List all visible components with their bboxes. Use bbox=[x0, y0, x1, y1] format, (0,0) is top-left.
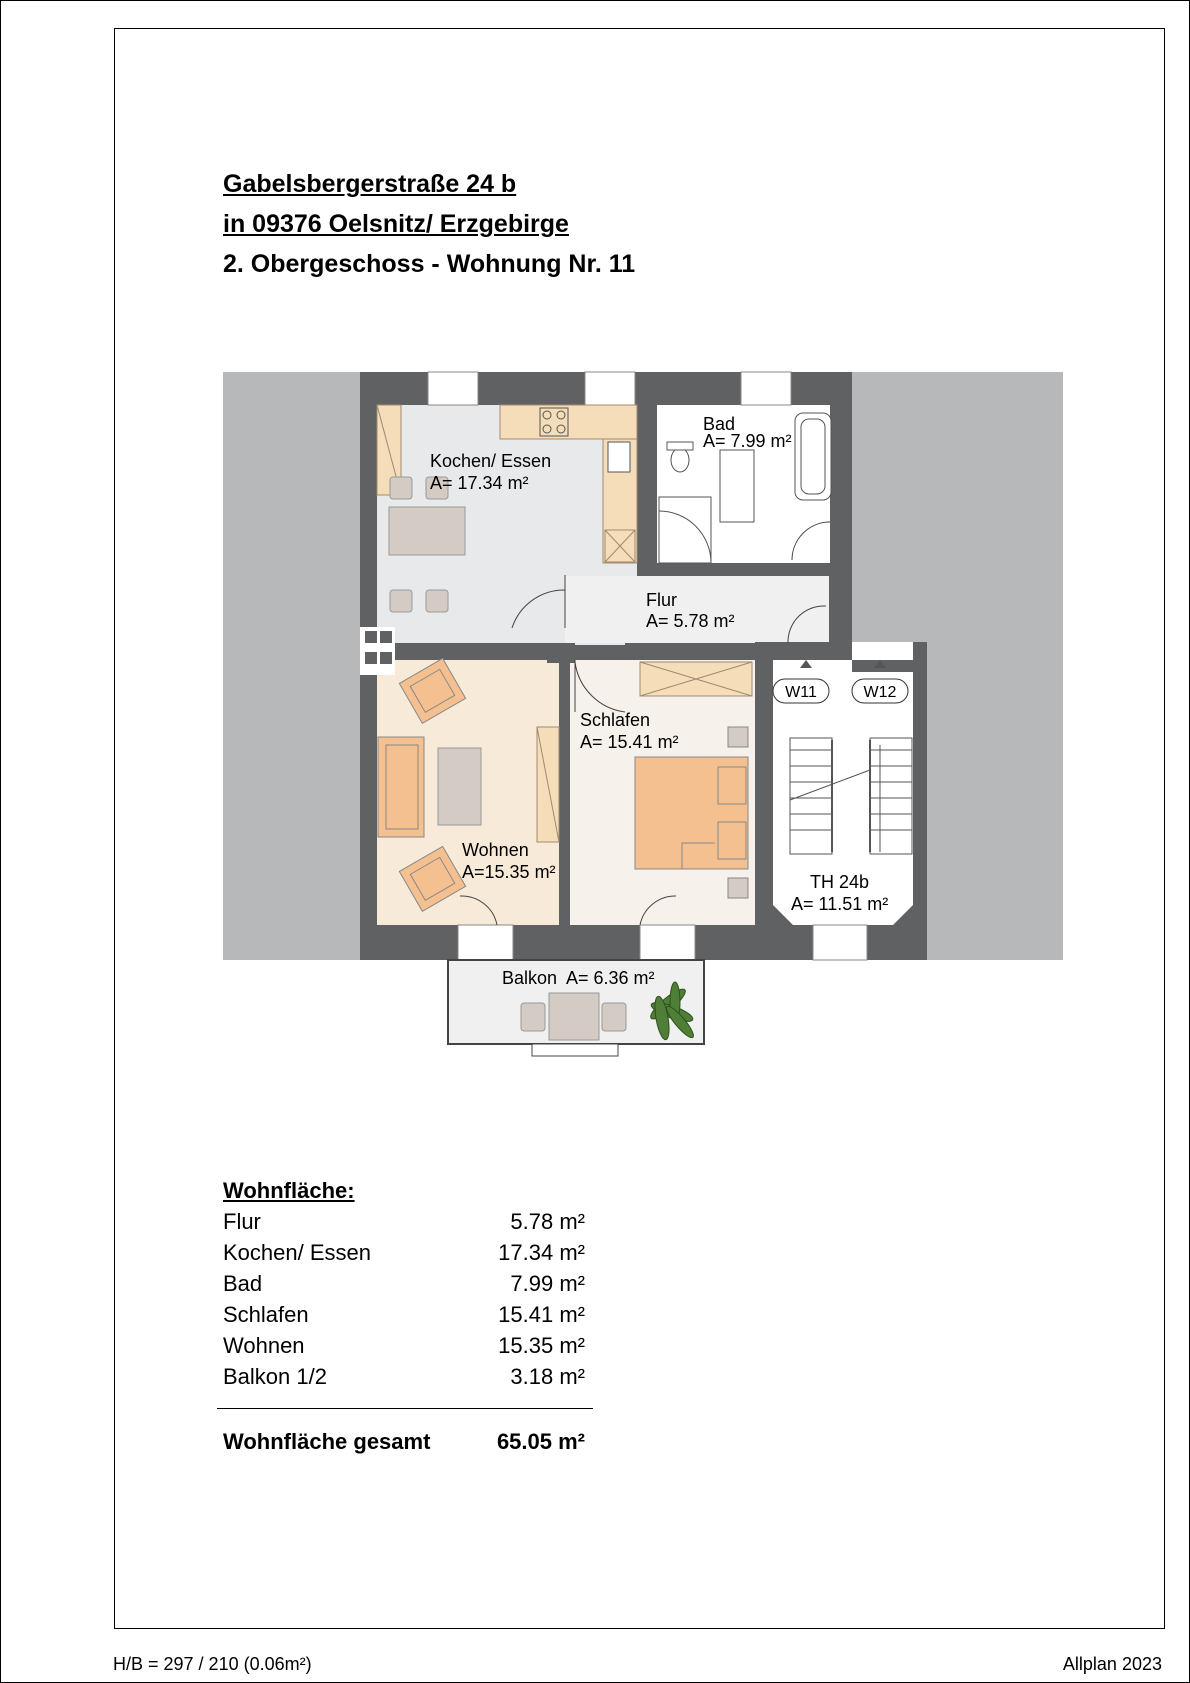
area-row-value: 15.41 m² bbox=[498, 1302, 585, 1327]
chair bbox=[521, 1003, 545, 1031]
area-row bbox=[223, 1271, 585, 1301]
area-row bbox=[223, 1240, 585, 1270]
room-area-flur: A= 5.78 m² bbox=[646, 611, 735, 631]
room-area-schlafen: A= 15.41 m² bbox=[580, 732, 679, 752]
pillow bbox=[718, 767, 746, 804]
wall-kitchen-living bbox=[377, 643, 567, 660]
area-row bbox=[223, 1209, 585, 1239]
room-area-treppenhaus: A= 11.51 m² bbox=[791, 894, 889, 914]
area-row-label: Bad bbox=[223, 1271, 263, 1296]
room-name-wohnen: Wohnen bbox=[462, 840, 529, 860]
area-total-row bbox=[223, 1429, 585, 1459]
area-row-value: 17.34 m² bbox=[498, 1240, 585, 1265]
room-area-balkon: A= 6.36 m² bbox=[566, 968, 655, 988]
room-name-balkon: Balkon bbox=[502, 968, 558, 988]
area-table-divider bbox=[217, 1408, 593, 1409]
address-street: Gabelsbergerstraße 24 b bbox=[223, 170, 517, 198]
address-city: in 09376 Oelsnitz/ Erzgebirge bbox=[223, 210, 569, 238]
room-area-bad: A= 7.99 m² bbox=[703, 431, 792, 451]
area-total-value: 65.05 m² bbox=[496, 1429, 585, 1454]
wall-bath-hall bbox=[657, 563, 830, 576]
area-row bbox=[223, 1302, 585, 1332]
room-name-schlafen: Schlafen bbox=[580, 710, 651, 730]
door-gap-bedroom bbox=[640, 925, 695, 960]
room-area-wohnen: A=15.35 m² bbox=[462, 862, 556, 882]
floor-apartment-title: 2. Obergeschoss - Wohnung Nr. 11 bbox=[223, 250, 636, 278]
balcony-table bbox=[549, 993, 599, 1040]
bathtub bbox=[795, 413, 831, 500]
area-row-value: 3.18 m² bbox=[510, 1364, 585, 1389]
neighbor-left bbox=[223, 372, 360, 960]
pillow bbox=[718, 822, 746, 859]
area-total-label: Wohnfläche gesamt bbox=[223, 1429, 431, 1454]
area-row-label: Flur bbox=[223, 1209, 261, 1234]
area-row bbox=[223, 1364, 585, 1394]
wall-hall-right bbox=[830, 405, 852, 645]
area-row-label: Balkon 1/2 bbox=[223, 1364, 327, 1389]
area-table-heading: Wohnfläche: bbox=[223, 1178, 355, 1203]
room-area-kochen: A= 17.34 m² bbox=[430, 473, 529, 493]
nightstand bbox=[728, 727, 748, 747]
room-name-flur: Flur bbox=[646, 590, 677, 610]
meter-label-w12: W12 bbox=[863, 684, 897, 701]
chair bbox=[426, 590, 448, 612]
stair-wall-left bbox=[755, 642, 773, 960]
area-row-value: 5.78 m² bbox=[510, 1209, 585, 1234]
wall-living-bedroom bbox=[559, 660, 570, 925]
footer-software: Allplan 2023 bbox=[1062, 1654, 1162, 1674]
chair bbox=[390, 477, 412, 499]
door-gap-living bbox=[458, 925, 513, 960]
room-name-kochen: Kochen/ Essen bbox=[430, 451, 552, 471]
room-name-treppenhaus: TH 24b bbox=[810, 872, 870, 892]
coffee-table bbox=[438, 748, 481, 825]
footer-page-size: H/B = 297 / 210 (0.06m²) bbox=[113, 1654, 312, 1674]
room-name-bad: Bad bbox=[703, 414, 736, 434]
area-row-label: Kochen/ Essen bbox=[223, 1240, 371, 1265]
wall-hall-bedroom bbox=[625, 643, 760, 660]
dining-table bbox=[389, 507, 465, 555]
window-stair bbox=[813, 925, 867, 960]
window-kitchen-1 bbox=[428, 372, 478, 405]
wall-kitchen-bath bbox=[637, 405, 657, 565]
window-kitchen-2 bbox=[585, 372, 635, 405]
toilet bbox=[671, 448, 689, 472]
shower bbox=[659, 497, 711, 563]
chair bbox=[390, 590, 412, 612]
area-row-value: 7.99 m² bbox=[510, 1271, 585, 1296]
area-row-label: Wohnen bbox=[223, 1333, 305, 1358]
meter-label-w11: W11 bbox=[785, 684, 817, 701]
chair bbox=[602, 1003, 626, 1031]
stair-door-gap bbox=[852, 642, 913, 660]
area-row-value: 15.35 m² bbox=[498, 1333, 585, 1358]
sofa bbox=[378, 737, 424, 837]
bath-vanity bbox=[720, 450, 754, 522]
area-row-label: Schlafen bbox=[223, 1302, 309, 1327]
nightstand bbox=[728, 878, 748, 898]
area-row bbox=[223, 1333, 585, 1363]
window-bath bbox=[741, 372, 791, 405]
sink-icon bbox=[608, 442, 630, 472]
stair-wall-right bbox=[913, 642, 927, 944]
